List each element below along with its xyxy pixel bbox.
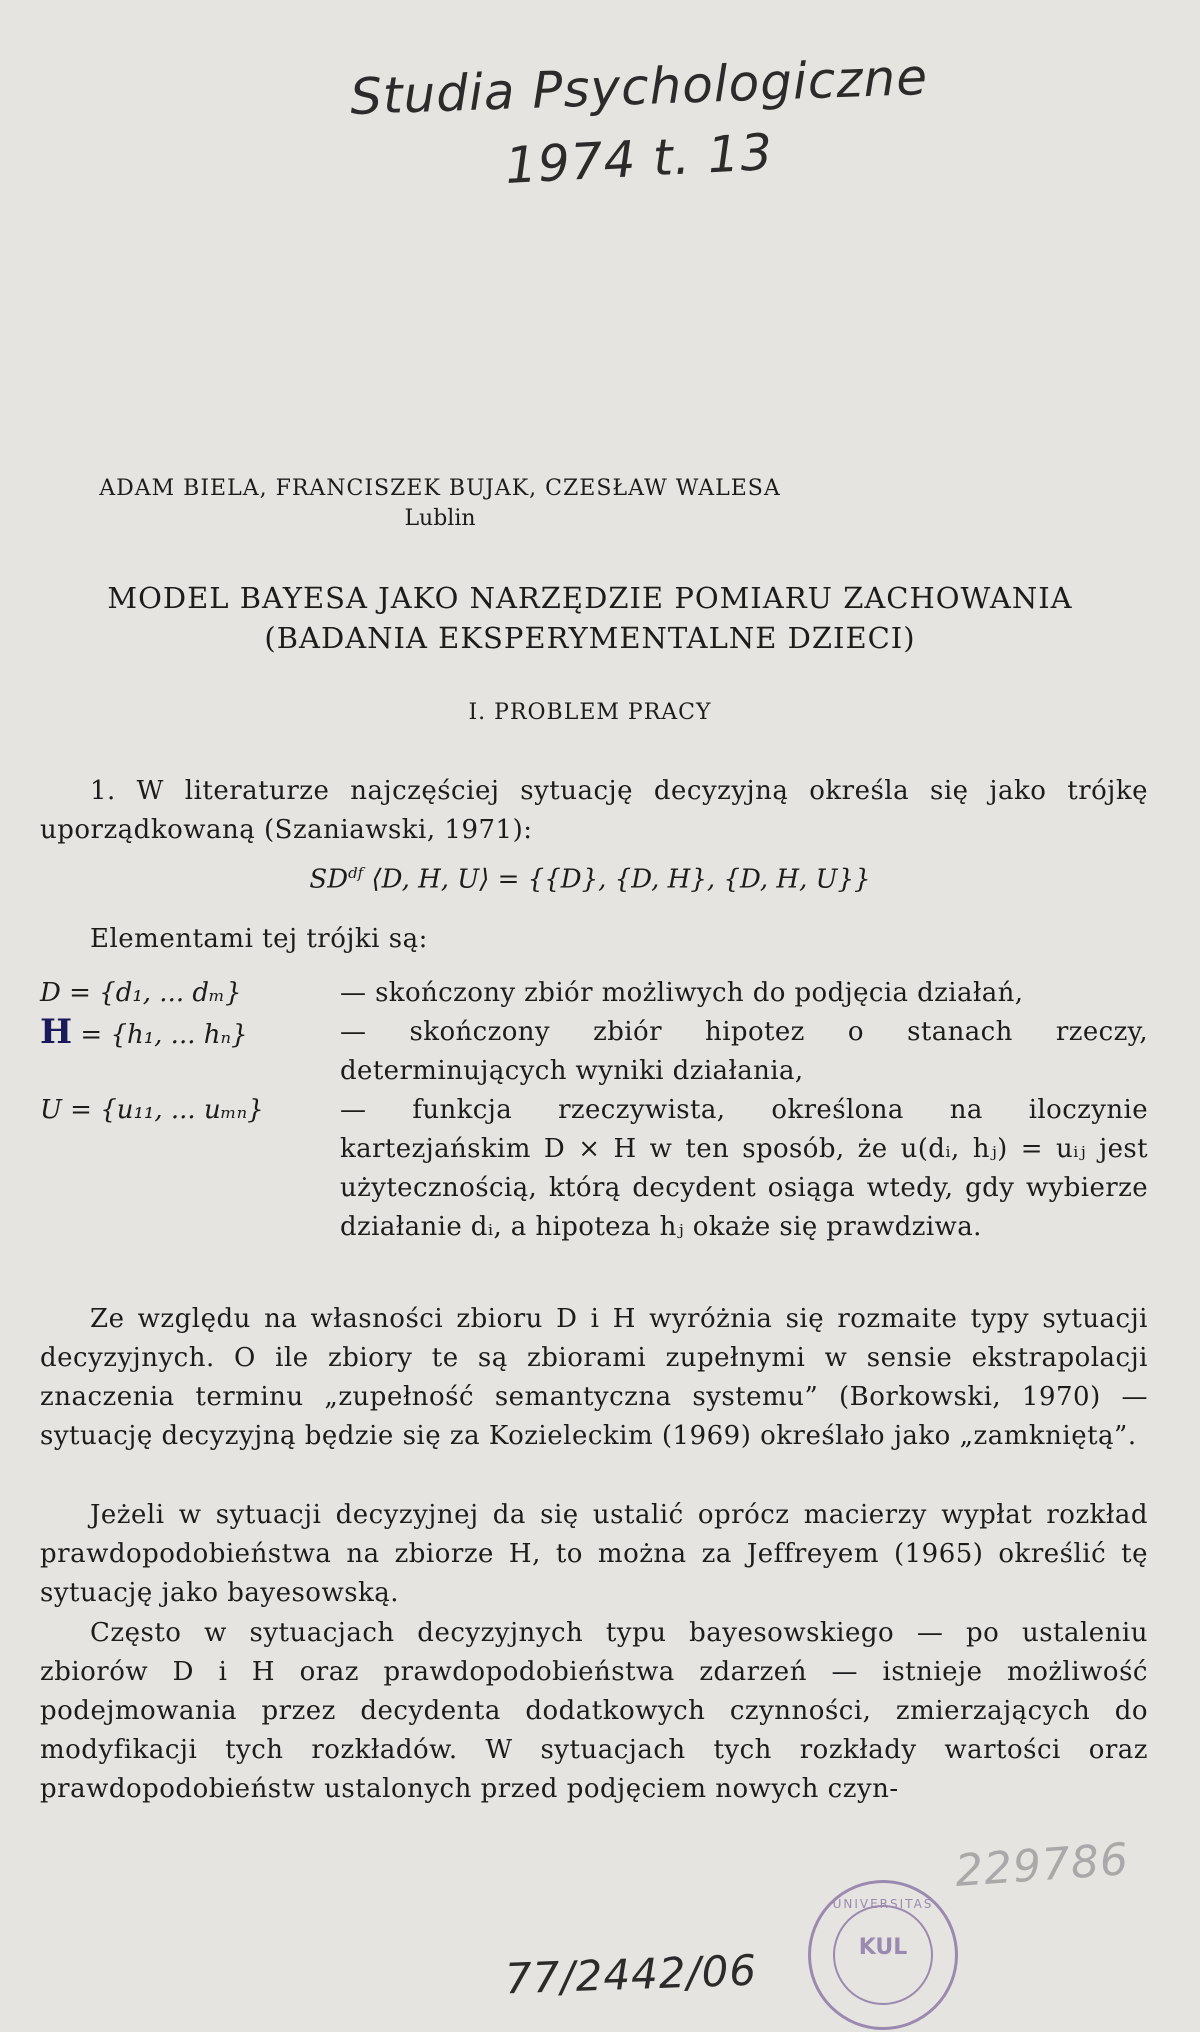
definition-desc: — skończony zbiór hipotez o stanach rzeczy, determinujących wyniki działania, [340, 1017, 1148, 1086]
authors: ADAM BIELA, FRANCISZEK BUJAK, CZESŁAW WALESA [99, 476, 781, 501]
definition-desc: — funkcja rzeczywista, określona na iloczynie kartezjańskim D × H w ten sposób, że u(dᵢ, hⱼ) = uᵢⱼ jest użytecznością, którą decydent osiąga wtedy, gdy wybierze działanie dᵢ, a hipoteza hⱼ okaże się prawdziwa. [340, 1095, 1148, 1242]
pencil-inventory-number: 229786 [953, 1833, 1131, 1898]
paragraph-3: Ze względu na własności zbioru D i H wyróżnia się rozmaite typy sytuacji decyzyjnych. O ile zbiory te są zbiorami zupełnymi w sensie ekstrapolacji znaczenia terminu „zupełność semantyczna systemu” (Borkowski, 1970) — sytuację decyzyjną będzie się za Kozieleckim (1969) określało jako „zamkniętą”. [40, 1304, 1148, 1451]
formula-sup: df [348, 864, 364, 882]
section-heading: I. PROBLEM PRACY [468, 700, 712, 725]
definition-row [40, 1091, 1148, 1247]
paragraph-1: 1. W literaturze najczęściej sytuację decyzyjną określa się jako trójkę uporządkowaną (Szaniawski, 1971): [40, 776, 1148, 845]
title-line-1: MODEL BAYESA JAKO NARZĘDZIE POMIARU ZACHOWANIA [107, 581, 1073, 615]
paragraph-2: Elementami tej trójki są: [90, 924, 428, 954]
paragraph-5: Często w sytuacjach decyzyjnych typu bayesowskiego — po ustaleniu zbiorów D i H oraz prawdopodobieństwa zdarzeń — istnieje możliwość podejmowania przez decydenta dodatkowych czynności, zmierzających do modyfikacji tych rozkładów. W sytuacjach tych rozkłady wartości oraz prawdopodobieństw ustalonych przed podjęciem nowych czyn- [40, 1618, 1148, 1804]
definition-row [40, 974, 1148, 1013]
handwritten-journal-name: Studia Psychologiczne [349, 47, 929, 127]
affiliation: Lublin [404, 506, 476, 531]
definition-term: D = {d₁, ... dₘ} [40, 978, 242, 1008]
definition-desc: — skończony zbiór możliwych do podjęcia działań, [340, 978, 1024, 1008]
handwritten-call-number: 77/2442/06 [504, 1945, 758, 2004]
formula-rhs: ⟨D, H, U⟩ = {{D}, {D, H}, {D, H, U}} [371, 864, 871, 895]
title-line-2: (BADANIA EKSPERYMENTALNE DZIECI) [264, 621, 916, 655]
formula [40, 864, 1140, 895]
stamp-center-text: KUL [858, 1935, 908, 1960]
handwritten-h-mark: H [40, 1012, 73, 1052]
definition-row [40, 1013, 1148, 1091]
library-stamp [808, 1880, 958, 2030]
definition-term: H = {h₁, ... hₙ} [40, 1012, 248, 1052]
handwritten-volume: 1974 t. 13 [503, 123, 775, 195]
definition-term: U = {u₁₁, ... uₘₙ} [40, 1095, 264, 1125]
stamp-ring-text: UNIVERSITAS [832, 1897, 934, 1911]
paragraph-4: Jeżeli w sytuacji decyzyjnej da się ustalić oprócz macierzy wypłat rozkład prawdopodobieństwa na zbiorze H, to można za Jeffreyem (1965) określić tę sytuację jako bayesowską. [40, 1500, 1148, 1608]
formula-lhs: SD [309, 864, 349, 895]
definition-list [40, 974, 1148, 1247]
paper-title [40, 578, 1140, 658]
